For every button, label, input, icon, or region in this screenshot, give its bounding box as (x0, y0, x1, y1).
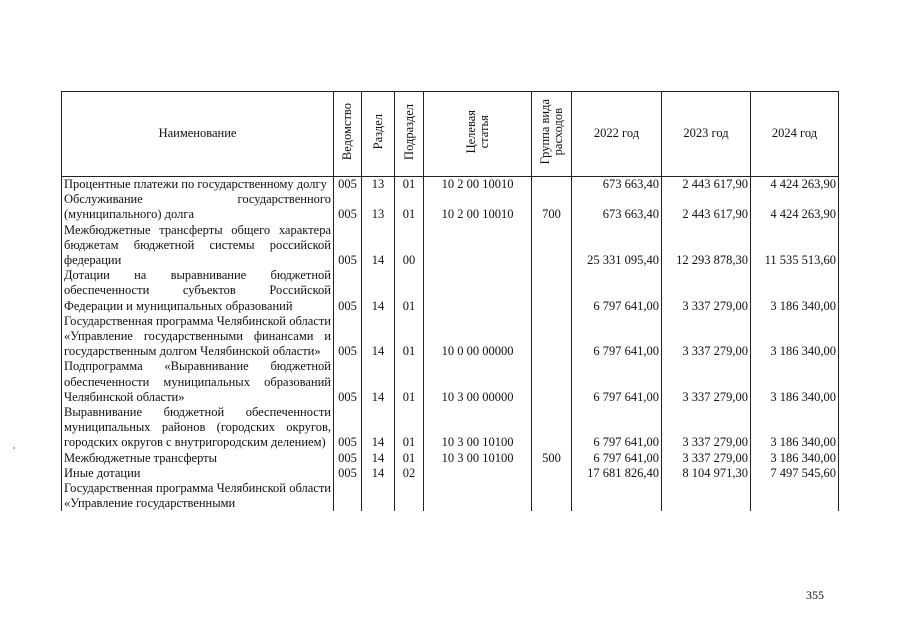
row-celevaya: 10 0 00 00000 (424, 314, 532, 360)
row-2022: 6 797 641,00 (572, 405, 662, 451)
row-vedomstvo: 005 (334, 192, 362, 222)
row-podrazdel: 01 (395, 268, 424, 314)
row-gruppa (532, 223, 572, 269)
row-name: Обслуживание государственного (муниципального) долга (62, 192, 334, 222)
row-2023: 12 293 878,30 (662, 223, 751, 269)
row-gruppa (532, 177, 572, 193)
row-vedomstvo: 005 (334, 451, 362, 466)
row-razdel: 13 (362, 192, 395, 222)
row-2024: 3 186 340,00 (751, 268, 839, 314)
row-2024: 4 424 263,90 (751, 177, 839, 193)
row-2023: 2 443 617,90 (662, 192, 751, 222)
table-row (62, 481, 839, 511)
row-vedomstvo (334, 481, 362, 511)
row-podrazdel: 01 (395, 192, 424, 222)
row-name: Подпрограмма «Выравнивание бюджетной обеспеченности муниципальных образований Челябинской области» (62, 359, 334, 405)
row-podrazdel: 01 (395, 314, 424, 360)
row-gruppa (532, 466, 572, 481)
row-podrazdel: 00 (395, 223, 424, 269)
row-2022: 6 797 641,00 (572, 359, 662, 405)
row-2023: 8 104 971,30 (662, 466, 751, 481)
row-razdel: 14 (362, 405, 395, 451)
row-vedomstvo: 005 (334, 177, 362, 193)
row-podrazdel: 01 (395, 177, 424, 193)
row-2022: 673 663,40 (572, 177, 662, 193)
row-2023: 3 337 279,00 (662, 359, 751, 405)
header-vedomstvo: Ведомство (334, 92, 362, 177)
table-row (62, 359, 839, 405)
row-2023: 3 337 279,00 (662, 405, 751, 451)
table-header-row (62, 92, 839, 177)
row-celevaya (424, 466, 532, 481)
scan-speck (13, 447, 15, 449)
row-name: Межбюджетные трансферты общего характера бюджетам бюджетной системы российской федерации (62, 223, 334, 269)
row-podrazdel (395, 481, 424, 511)
row-razdel: 13 (362, 177, 395, 193)
table-row (62, 466, 839, 481)
header-2024: 2024 год (751, 92, 839, 177)
row-2023: 3 337 279,00 (662, 314, 751, 360)
header-2022: 2022 год (572, 92, 662, 177)
row-name: Процентные платежи по государственному долгу (62, 177, 334, 193)
row-2022 (572, 481, 662, 511)
row-2024: 3 186 340,00 (751, 405, 839, 451)
table-row (62, 314, 839, 360)
header-razdel: Раздел (362, 92, 395, 177)
row-razdel: 14 (362, 359, 395, 405)
row-gruppa: 500 (532, 451, 572, 466)
row-gruppa (532, 359, 572, 405)
row-celevaya: 10 2 00 10010 (424, 192, 532, 222)
row-celevaya: 10 2 00 10010 (424, 177, 532, 193)
row-celevaya: 10 3 00 10100 (424, 405, 532, 451)
row-2023: 3 337 279,00 (662, 268, 751, 314)
row-2022: 25 331 095,40 (572, 223, 662, 269)
header-celevaya-statya: Целевая статья (424, 92, 532, 177)
row-celevaya (424, 223, 532, 269)
row-2022: 673 663,40 (572, 192, 662, 222)
header-gruppa-vida-rashodov: Группа вида расходов (532, 92, 572, 177)
row-2024: 3 186 340,00 (751, 314, 839, 360)
row-2023: 2 443 617,90 (662, 177, 751, 193)
row-2023: 3 337 279,00 (662, 451, 751, 466)
row-razdel: 14 (362, 466, 395, 481)
row-name: Государственная программа Челябинской области «Управление государственными финансами и государственным долгом Челябинской области» (62, 314, 334, 360)
row-name: Дотации на выравнивание бюджетной обеспеченности субъектов Российской Федерации и муниципальных образований (62, 268, 334, 314)
row-vedomstvo: 005 (334, 359, 362, 405)
row-2022: 6 797 641,00 (572, 268, 662, 314)
table-row (62, 223, 839, 269)
row-2024: 11 535 513,60 (751, 223, 839, 269)
row-name: Государственная программа Челябинской области «Управление государственными (62, 481, 334, 511)
budget-table (61, 91, 839, 511)
row-2024: 3 186 340,00 (751, 359, 839, 405)
row-gruppa (532, 405, 572, 451)
row-razdel (362, 481, 395, 511)
row-podrazdel: 01 (395, 405, 424, 451)
row-celevaya: 10 3 00 00000 (424, 359, 532, 405)
row-2023 (662, 481, 751, 511)
row-vedomstvo: 005 (334, 268, 362, 314)
row-2022: 17 681 826,40 (572, 466, 662, 481)
row-podrazdel: 02 (395, 466, 424, 481)
row-celevaya (424, 268, 532, 314)
table-row (62, 177, 839, 193)
header-2023: 2023 год (662, 92, 751, 177)
row-name: Иные дотации (62, 466, 334, 481)
row-gruppa (532, 268, 572, 314)
row-2022: 6 797 641,00 (572, 451, 662, 466)
row-razdel: 14 (362, 314, 395, 360)
header-podrazdel: Подраздел (395, 92, 424, 177)
row-razdel: 14 (362, 451, 395, 466)
row-vedomstvo: 005 (334, 314, 362, 360)
row-2024: 4 424 263,90 (751, 192, 839, 222)
row-gruppa (532, 481, 572, 511)
row-name: Выравнивание бюджетной обеспеченности муниципальных районов (городских округов, городских округов с внутригородским делением) (62, 405, 334, 451)
row-celevaya: 10 3 00 10100 (424, 451, 532, 466)
page-number: 355 (806, 588, 824, 602)
table-row (62, 405, 839, 451)
row-podrazdel: 01 (395, 359, 424, 405)
row-podrazdel: 01 (395, 451, 424, 466)
table-row (62, 192, 839, 222)
table-row (62, 268, 839, 314)
row-gruppa: 700 (532, 192, 572, 222)
table-row (62, 451, 839, 466)
row-vedomstvo: 005 (334, 466, 362, 481)
row-name: Межбюджетные трансферты (62, 451, 334, 466)
row-2022: 6 797 641,00 (572, 314, 662, 360)
row-gruppa (532, 314, 572, 360)
row-vedomstvo: 005 (334, 223, 362, 269)
row-celevaya (424, 481, 532, 511)
row-2024: 3 186 340,00 (751, 451, 839, 466)
row-vedomstvo: 005 (334, 405, 362, 451)
row-2024: 7 497 545,60 (751, 466, 839, 481)
row-razdel: 14 (362, 223, 395, 269)
header-name: Наименование (62, 92, 334, 177)
row-razdel: 14 (362, 268, 395, 314)
row-2024 (751, 481, 839, 511)
